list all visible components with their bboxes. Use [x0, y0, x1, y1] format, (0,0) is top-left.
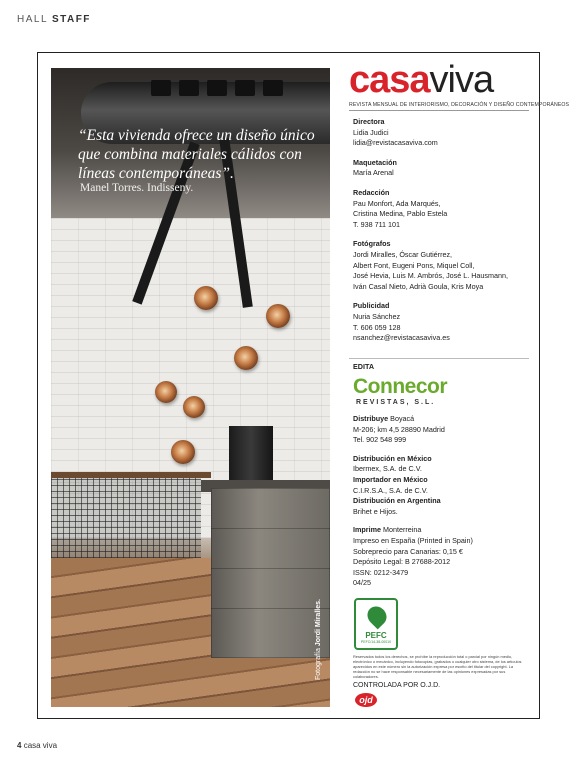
- duct-vent: [263, 80, 283, 96]
- section-header: [17, 14, 91, 25]
- duct-vent: [179, 80, 199, 96]
- copper-wall-lamp: [155, 381, 177, 403]
- ojd-label: CONTROLADA POR O.J.D.: [353, 682, 441, 689]
- credit-phone: T. 938 711 101: [353, 219, 401, 229]
- credit-line: María Arenal: [353, 168, 394, 178]
- section-name: STAFF: [51, 14, 91, 25]
- staff-credits: [353, 117, 533, 353]
- mexico-name: Ibermex, S.A. de C.V.: [353, 464, 422, 474]
- pefc-text: PEFC: [365, 631, 387, 640]
- logo-viva: viva: [429, 59, 494, 101]
- importer-label: Importador en México: [353, 474, 428, 484]
- distributor: [353, 414, 533, 425]
- photo-credit-name: Jordi Miralles.: [315, 599, 322, 647]
- duct-vent: [151, 80, 171, 96]
- printer-label: Imprime: [353, 525, 381, 535]
- counter-plank-line: [211, 608, 330, 609]
- credit-block-photographers: [353, 239, 533, 292]
- printed-in: Impreso en España (Printed in Spain): [353, 535, 473, 545]
- credit-line: Lidia Judici: [353, 127, 389, 137]
- connecor-subtitle: REVISTAS, S.L.: [356, 399, 436, 406]
- pefc-code: PEFC/14-38-00010: [360, 640, 392, 644]
- counter-plank-line: [211, 568, 330, 569]
- credit-title: Maquetación: [353, 157, 397, 167]
- credit-line: Albert Font, Eugeni Pons, Miquel Coll,: [353, 260, 475, 270]
- canarias-surcharge: Sobreprecio para Canarias: 0,15 €: [353, 546, 463, 556]
- connecor-logo: Connecor: [353, 375, 448, 398]
- edita-label: EDITA: [353, 362, 375, 371]
- credit-title: Redacción: [353, 187, 390, 197]
- credit-block-layout: [353, 158, 533, 179]
- credit-block-director: [353, 117, 533, 149]
- copper-wall-lamp: [183, 396, 205, 418]
- credit-line: Pau Monfort, Ada Marqués,: [353, 198, 441, 208]
- argentina-name: Brihet e Hijos.: [353, 506, 398, 516]
- issn: ISSN: 0212-3479: [353, 567, 409, 577]
- mexico-label: Distribución en México: [353, 453, 432, 463]
- legal-deposit: Depósito Legal: B 27688-2012: [353, 557, 451, 567]
- publisher-divider: [349, 358, 529, 359]
- photo-credit: [315, 599, 322, 680]
- casaviva-logo: [349, 60, 529, 100]
- pefc-logo: [354, 598, 398, 650]
- distributor-address: M-206; km 4,5 28890 Madrid: [353, 424, 445, 434]
- credit-title: Fotógrafos: [353, 239, 391, 249]
- credit-title: Directora: [353, 117, 385, 126]
- pull-quote: “Esta vivienda ofrece un diseño único que combina materiales cálidos con líneas contemporáneas”.: [78, 127, 315, 182]
- credit-title: Publicidad: [353, 301, 390, 311]
- printer-name: Monterreina: [382, 525, 422, 535]
- quote-author: Manel Torres. Indisseny.: [80, 182, 194, 194]
- masthead-tagline: REVISTA MENSUAL DE INTERIORISMO, DECORACIÓN Y DISEÑO CONTEMPORÁNEOS: [349, 102, 570, 108]
- credit-email: nsanchez@revistacasaviva.es: [353, 333, 450, 343]
- photo-credit-prefix: Fotografía: [315, 648, 322, 680]
- duct-vent: [207, 80, 227, 96]
- credit-line: Iván Casal Nieto, Adrià Goula, Kris Moya: [353, 281, 484, 291]
- wood-counter: [211, 488, 330, 658]
- folio-magazine: casa viva: [23, 741, 58, 750]
- credit-email: lidia@revistacasaviva.com: [353, 138, 438, 148]
- duct-vent: [235, 80, 255, 96]
- copper-wall-lamp: [194, 286, 218, 310]
- argentina-label: Distribución en Argentina: [353, 496, 441, 506]
- page-folio: [17, 741, 57, 750]
- mesh-railing: [51, 478, 201, 558]
- distributor-phone: Tel. 902 548 999: [353, 435, 407, 445]
- masthead-divider: [349, 110, 529, 111]
- credit-block-editorial: [353, 188, 533, 230]
- credit-line: José Hevia, Luis M. Ambrós, José L. Hausmann,: [353, 271, 508, 281]
- masthead: [349, 59, 570, 108]
- credit-line: Jordi Miralles, Óscar Gutiérrez,: [353, 249, 453, 259]
- distributor-label: Distribuye: [353, 414, 389, 423]
- printer: [353, 525, 533, 536]
- page-number: 4: [17, 741, 22, 750]
- credit-line: Nuria Sánchez: [353, 311, 401, 321]
- credit-phone: T. 606 059 128: [353, 322, 401, 332]
- distribution-info: [353, 414, 533, 589]
- copyright-notice: Reservados todos los derechos, se prohíbe la reproducción total o parcial por ningún medio, electrónico o mecánico, incluyendo fotocopias, grabados o cualquier otro sistema, de los artículos aparecidos en este número sin la autorización expresa por escrito del titular del copyright. La redacción no se hace responsable necesariamente de las opiniones expresadas por sus colaboradores.: [353, 654, 522, 679]
- copper-wall-lamp: [171, 440, 195, 464]
- section-prefix: HALL: [17, 14, 48, 25]
- copper-wall-lamp: [266, 304, 290, 328]
- credit-line: Cristina Medina, Pablo Estela: [353, 209, 448, 219]
- importer-name: C.I.R.S.A., S.A. de C.V.: [353, 485, 428, 495]
- distributor-name: Boyacá: [390, 414, 415, 423]
- copper-wall-lamp: [234, 346, 258, 370]
- credit-block-advertising: [353, 301, 533, 343]
- edition-number: 04/25: [353, 578, 371, 588]
- logo-casa: casa: [349, 59, 430, 101]
- table-lamp-shade: [229, 426, 273, 486]
- ojd-logo: ojd: [355, 693, 377, 707]
- pefc-leaf-icon: [364, 603, 391, 630]
- counter-plank-line: [211, 528, 330, 529]
